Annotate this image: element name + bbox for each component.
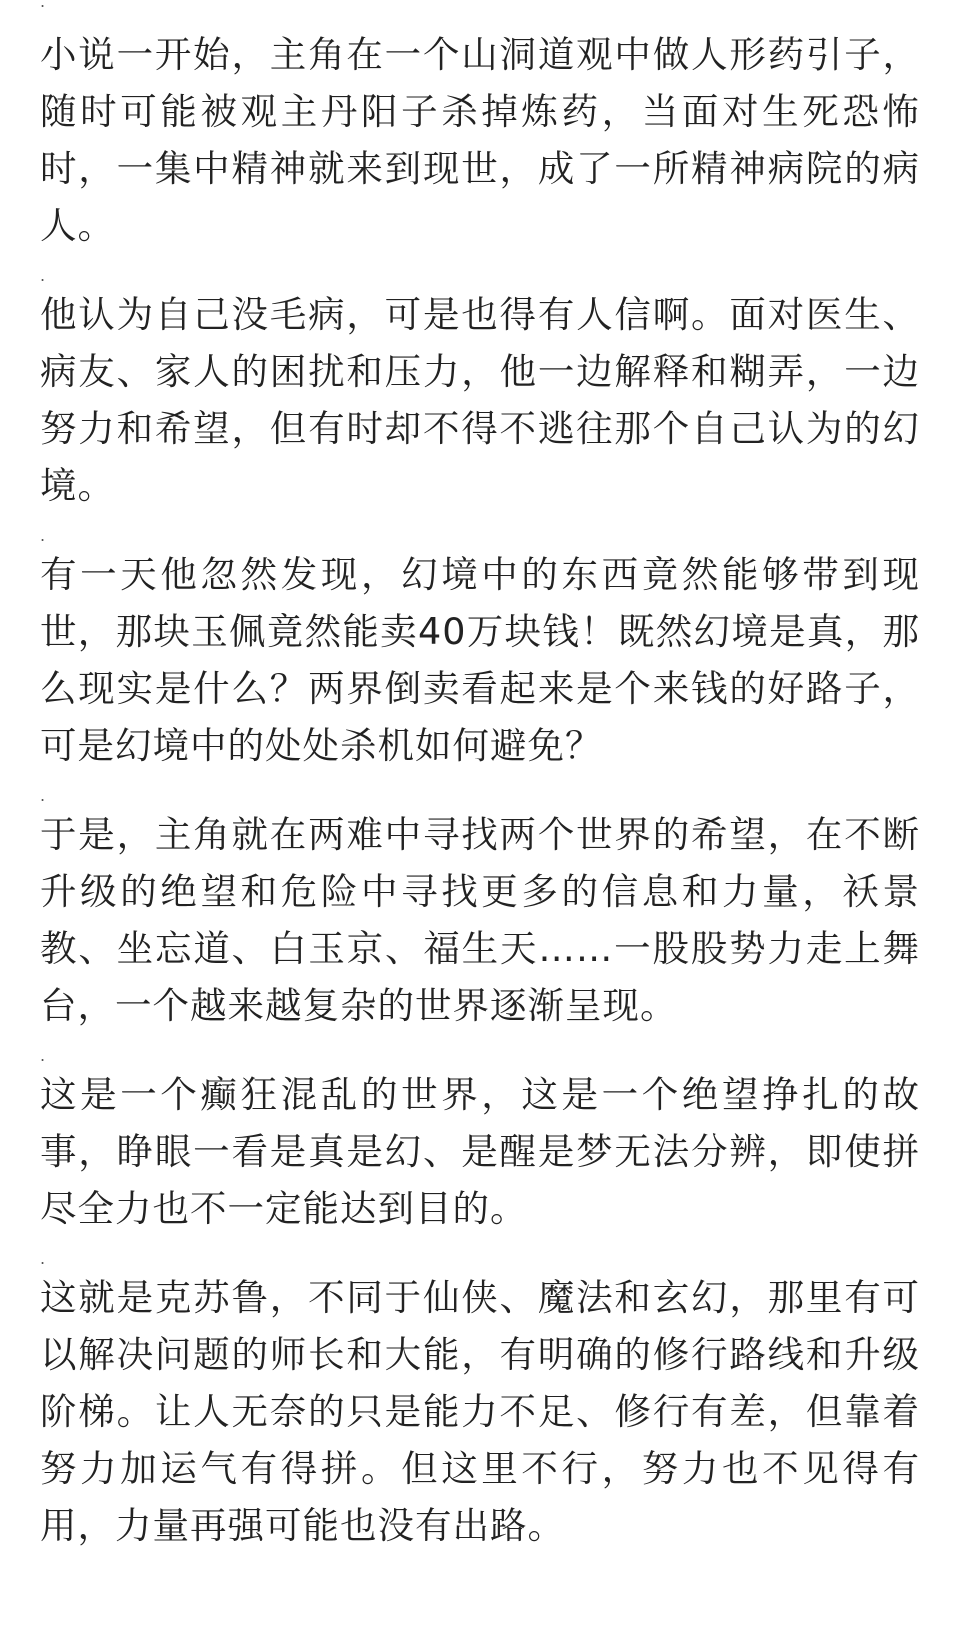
separator-dot: . — [40, 526, 46, 545]
paragraph-separator — [40, 514, 920, 546]
separator-dot: . — [40, 266, 46, 285]
paragraph-5: 这是一个癫狂混乱的世界，这是一个绝望挣扎的故事，睁眼一看是真是幻、是醒是梦无法分辨，即使拼尽全力也不一定能达到目的。 — [40, 1073, 920, 1230]
separator-dot: . — [40, 0, 46, 11]
paragraph-separator — [40, 1034, 920, 1066]
separator-dot: . — [40, 786, 46, 805]
article-body — [40, 0, 920, 1554]
paragraph-1: 小说一开始，主角在一个山洞道观中做人形药引子，随时可能被观主丹阳子杀掉炼药，当面对生死恐怖时，一集中精神就来到现世，成了一所精神病院的病人。 — [40, 33, 920, 247]
paragraph-6: 这就是克苏鲁，不同于仙侠、魔法和玄幻，那里有可以解决问题的师长和大能，有明确的修行路线和升级阶梯。让人无奈的只是能力不足、修行有差，但靠着努力加运气有得拼。但这里不行，努力也不见得有用，力量再强可能也没有出路。 — [40, 1276, 920, 1547]
paragraph-separator — [40, 774, 920, 806]
separator-dot: . — [40, 1249, 46, 1268]
paragraph-separator — [40, 0, 920, 26]
separator-dot: . — [40, 1046, 46, 1065]
paragraph-separator — [40, 1237, 920, 1269]
paragraph-4: 于是，主角就在两难中寻找两个世界的希望，在不断升级的绝望和危险中寻找更多的信息和力量，袄景教、坐忘道、白玉京、福生天……一股股势力走上舞台，一个越来越复杂的世界逐渐呈现。 — [40, 813, 920, 1027]
paragraph-3: 有一天他忽然发现，幻境中的东西竟然能够带到现世，那块玉佩竟然能卖40万块钱！既然幻境是真，那么现实是什么？两界倒卖看起来是个来钱的好路子，可是幻境中的处处杀机如何避免？ — [40, 553, 920, 767]
paragraph-separator — [40, 254, 920, 286]
paragraph-2: 他认为自己没毛病，可是也得有人信啊。面对医生、病友、家人的困扰和压力，他一边解释和糊弄，一边努力和希望，但有时却不得不逃往那个自己认为的幻境。 — [40, 293, 920, 507]
